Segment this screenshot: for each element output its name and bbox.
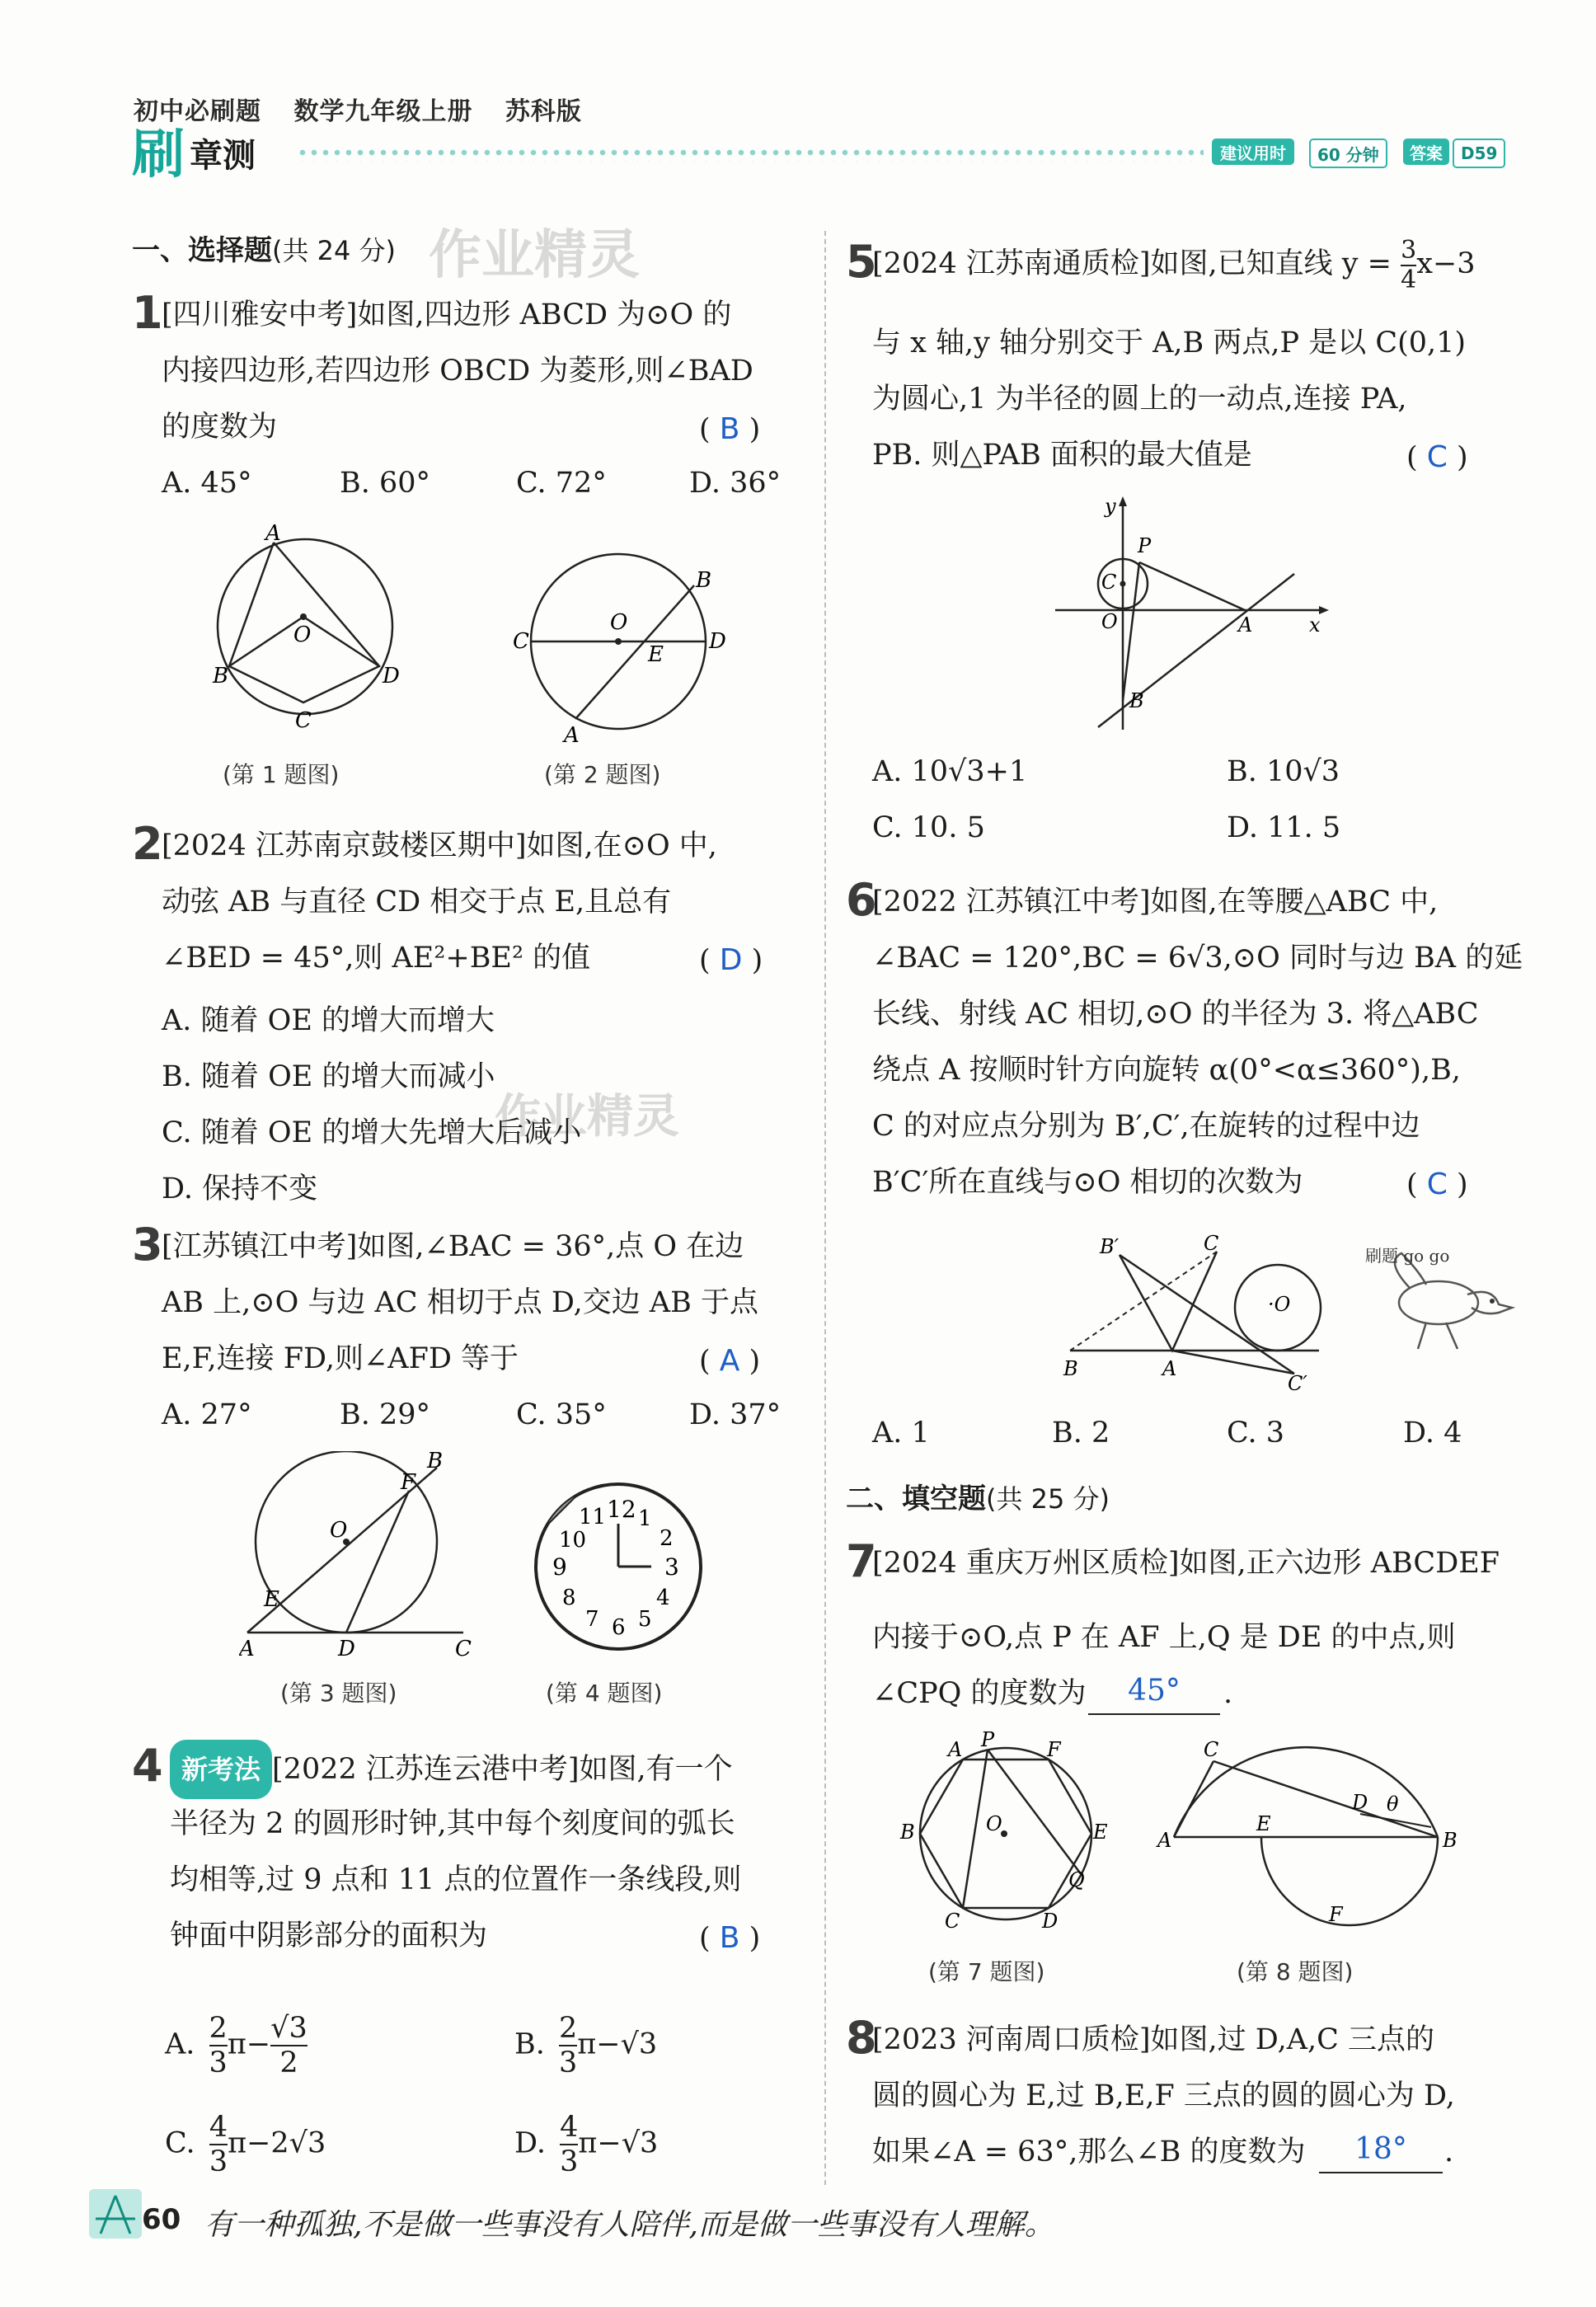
compass-icon bbox=[89, 2189, 142, 2239]
q2-line2: 动弦 AB 与直径 CD 相交于点 E,且总有 bbox=[162, 886, 672, 919]
svg-text:C: C bbox=[1204, 1738, 1219, 1761]
q8-stem bbox=[872, 2012, 1434, 2068]
svg-text:O: O bbox=[986, 1812, 1002, 1835]
q6-option-b: B. 2 bbox=[1052, 1417, 1110, 1450]
q6-stem bbox=[872, 874, 1438, 930]
q4-option-c bbox=[165, 2111, 326, 2178]
q6-option-c: C. 3 bbox=[1227, 1417, 1285, 1450]
q1-stem bbox=[162, 287, 805, 343]
q4-option-a-frac1 bbox=[209, 2012, 228, 2079]
answer-code: D59 bbox=[1453, 139, 1505, 168]
section-1-score: (共 24 分) bbox=[272, 235, 397, 266]
watermark: 作业精灵 bbox=[429, 225, 640, 286]
q4-option-a-pi: π− bbox=[227, 2027, 271, 2061]
svg-text:B: B bbox=[1063, 1357, 1078, 1380]
q5-line1-pre: 如图,已知直线 y = bbox=[1150, 247, 1392, 280]
q6-line5: C 的对应点分别为 B′,C′,在旋转的过程中边 bbox=[872, 1110, 1420, 1143]
q5-option-d: D. 11. 5 bbox=[1227, 811, 1341, 844]
q7-stem bbox=[872, 1535, 1500, 1591]
svg-text:A: A bbox=[564, 723, 580, 742]
svg-text:B: B bbox=[427, 1451, 444, 1473]
q5-line4: PB. 则△PAB 面积的最大值是 bbox=[872, 439, 1252, 472]
svg-text:C: C bbox=[1204, 1232, 1219, 1255]
q8-period: . bbox=[1444, 2136, 1454, 2168]
svg-text:11: 11 bbox=[579, 1505, 607, 1529]
q1-answer-box: ( B ) bbox=[699, 412, 761, 446]
svg-text:C: C bbox=[295, 708, 312, 733]
q3-option-c: C. 35° bbox=[516, 1398, 607, 1431]
q1-option-a: A. 45° bbox=[162, 467, 252, 500]
svg-text:A: A bbox=[1157, 1829, 1172, 1852]
page-number: 60 bbox=[142, 2203, 181, 2236]
q7-line2: 内接于⊙O,点 P 在 AF 上,Q 是 DE 的中点,则 bbox=[872, 1621, 1456, 1654]
q7-answer: 45° bbox=[1088, 1674, 1220, 1715]
svg-text:1: 1 bbox=[638, 1506, 652, 1531]
svg-text:F: F bbox=[1047, 1738, 1061, 1761]
subject-label: 数学九年级上册 bbox=[293, 97, 473, 126]
frac-denominator: 2 bbox=[279, 2046, 298, 2079]
q4-answer-box: ( B ) bbox=[699, 1921, 761, 1955]
svg-text:D: D bbox=[1042, 1910, 1059, 1933]
q2-answer: D bbox=[719, 943, 743, 977]
frac-numerator: 3 bbox=[1401, 235, 1417, 265]
footer-quote: 有一种孤独,不是做一些事没有人陪伴,而是做一些事没有人理解。 bbox=[204, 2208, 1054, 2242]
svg-text:O: O bbox=[610, 610, 628, 635]
q8-line1: 如图,过 D,A,C 三点的 bbox=[1150, 2023, 1435, 2056]
q4-option-c-label: C. bbox=[165, 2126, 195, 2160]
svg-text:B: B bbox=[900, 1821, 915, 1844]
watermark: 作业精灵 bbox=[495, 1090, 679, 1144]
svg-text:E: E bbox=[1256, 1812, 1271, 1835]
frac-denominator: 3 bbox=[560, 2145, 579, 2178]
q3-stem bbox=[162, 1219, 744, 1275]
q8-source: [2023 河南周口质检] bbox=[872, 2023, 1151, 2056]
q6-line3: 长线、射线 AC 相切,⊙O 的半径为 3. 将△ABC bbox=[872, 998, 1479, 1031]
footer-compass-icon bbox=[89, 2189, 142, 2239]
frac-denominator: 3 bbox=[209, 2145, 228, 2178]
q3-line3: E,F,连接 FD,则∠AFD 等于 bbox=[162, 1342, 519, 1375]
q6-option-d: D. 4 bbox=[1403, 1417, 1462, 1450]
q4-clock-figure bbox=[528, 1476, 709, 1657]
svg-text:A: A bbox=[1238, 613, 1253, 637]
svg-text:O: O bbox=[1101, 610, 1118, 633]
frac-denominator: 3 bbox=[209, 2046, 228, 2079]
q5-line1-post: x−3 bbox=[1416, 247, 1476, 280]
q3-answer-box: ( A ) bbox=[699, 1344, 761, 1378]
svg-text:3: 3 bbox=[664, 1553, 679, 1581]
question-number: 8 bbox=[846, 2012, 877, 2064]
svg-text:7: 7 bbox=[585, 1607, 599, 1632]
q5-slope-frac bbox=[1401, 237, 1416, 294]
svg-text:5: 5 bbox=[638, 1607, 652, 1632]
svg-text:y: y bbox=[1105, 495, 1116, 518]
q6-answer-box: ( C ) bbox=[1406, 1168, 1468, 1201]
svg-text:B: B bbox=[1129, 689, 1144, 712]
q3-figure bbox=[239, 1451, 495, 1657]
goose-mascot-icon bbox=[1360, 1237, 1517, 1360]
q7-period: . bbox=[1223, 1677, 1233, 1710]
section-1-title: 一、选择题 bbox=[132, 234, 272, 267]
section-1-heading bbox=[132, 228, 396, 268]
edition-label: 苏科版 bbox=[505, 97, 582, 126]
section-2-score: (共 25 分) bbox=[986, 1483, 1110, 1515]
svg-text:θ: θ bbox=[1387, 1793, 1399, 1816]
svg-text:2: 2 bbox=[660, 1526, 674, 1551]
q4-caption: (第 4 题图) bbox=[546, 1680, 663, 1707]
q5-line2: 与 x 轴,y 轴分别交于 A,B 两点,P 是以 C(0,1) bbox=[872, 327, 1467, 359]
svg-text:B: B bbox=[213, 664, 229, 688]
frac-numerator: 4 bbox=[209, 2111, 228, 2144]
q4-line2: 半径为 2 的圆形时钟,其中每个刻度间的弧长 bbox=[170, 1807, 735, 1840]
svg-text:A: A bbox=[239, 1637, 255, 1657]
book-series-line bbox=[134, 91, 605, 127]
q2-figure bbox=[511, 544, 734, 742]
svg-text:C: C bbox=[455, 1637, 472, 1657]
mascot-note: 刷题 go go bbox=[1365, 1246, 1450, 1266]
q3-option-d: D. 37° bbox=[689, 1398, 782, 1431]
q4-option-c-tail: π−2√3 bbox=[228, 2126, 326, 2160]
q2-option-d: D. 保持不变 bbox=[162, 1172, 318, 1205]
q6-answer: C bbox=[1426, 1168, 1448, 1201]
q4-option-b-label: B. bbox=[514, 2027, 545, 2061]
q1-line1: 如图,四边形 ABCD 为⊙O 的 bbox=[357, 298, 732, 331]
q5-source: [2024 江苏南通质检] bbox=[872, 247, 1151, 280]
q1-caption: (第 1 题图) bbox=[223, 761, 340, 788]
q2-line3: ∠BED = 45°,则 AE²+BE² 的值 bbox=[162, 942, 591, 975]
q5-option-c: C. 10. 5 bbox=[872, 811, 985, 844]
q2-option-a: A. 随着 OE 的增大而增大 bbox=[162, 1004, 495, 1037]
svg-text:9: 9 bbox=[552, 1553, 567, 1581]
q1-figure bbox=[206, 519, 420, 742]
q6-option-a: A. 1 bbox=[872, 1417, 930, 1450]
q8-answer: 18° bbox=[1319, 2132, 1443, 2173]
series-label: 初中必刷题 bbox=[134, 97, 261, 126]
svg-text:6: 6 bbox=[612, 1615, 626, 1640]
q2-caption: (第 2 题图) bbox=[544, 761, 661, 788]
q4-option-b bbox=[514, 2012, 657, 2079]
svg-text:E: E bbox=[1093, 1821, 1108, 1844]
svg-text:12: 12 bbox=[607, 1496, 636, 1523]
q3-option-b: B. 29° bbox=[340, 1398, 431, 1431]
q4-line4: 钟面中阴影部分的面积为 bbox=[170, 1919, 488, 1952]
q1-answer: B bbox=[719, 412, 740, 446]
frac-numerator: √3 bbox=[270, 2012, 307, 2045]
question-number: 3 bbox=[132, 1219, 163, 1271]
q4-option-a bbox=[165, 2012, 307, 2079]
question-number: 1 bbox=[132, 287, 163, 339]
q7-caption: (第 7 题图) bbox=[928, 1958, 1045, 1985]
q5-line3: 为圆心,1 为半径的圆上的一动点,连接 PA, bbox=[872, 383, 1407, 416]
q3-option-a: A. 27° bbox=[162, 1398, 252, 1431]
q7-figure bbox=[899, 1731, 1113, 1938]
svg-text:D: D bbox=[383, 664, 400, 688]
frac-denominator: 3 bbox=[559, 2046, 578, 2079]
suggested-time-value: 60 分钟 bbox=[1309, 139, 1387, 168]
q1-line2: 内接四边形,若四边形 OBCD 为菱形,则∠BAD bbox=[162, 355, 753, 388]
q8-figure bbox=[1154, 1731, 1467, 1938]
brand-sub: 章测 bbox=[190, 137, 256, 175]
q1-option-d: D. 36° bbox=[689, 467, 782, 500]
frac-numerator: 2 bbox=[559, 2012, 578, 2045]
q1-option-b: B. 60° bbox=[340, 467, 431, 500]
svg-text:B′: B′ bbox=[1100, 1235, 1120, 1258]
answer-label: 答案 bbox=[1403, 139, 1449, 165]
q7-source: [2024 重庆万州区质检] bbox=[872, 1547, 1180, 1580]
svg-text:C′: C′ bbox=[1288, 1372, 1307, 1393]
q4-option-b-frac bbox=[559, 2012, 577, 2079]
q7-line1: 如图,正六边形 ABCDEF bbox=[1179, 1547, 1500, 1580]
q4-option-a-label: A. bbox=[165, 2027, 195, 2061]
q6-line6: B′C′所在直线与⊙O 相切的次数为 bbox=[872, 1166, 1303, 1199]
q5-answer-box: ( C ) bbox=[1406, 440, 1468, 474]
svg-text:C: C bbox=[945, 1910, 960, 1933]
svg-text:Q: Q bbox=[1068, 1868, 1085, 1891]
q2-line1: 如图,在⊙O 中, bbox=[526, 829, 717, 862]
q1-option-c: C. 72° bbox=[516, 467, 607, 500]
svg-text:C: C bbox=[1101, 571, 1117, 594]
question-number: 5 bbox=[846, 236, 877, 288]
q4-option-c-frac bbox=[209, 2111, 228, 2178]
q4-line1: 如图,有一个 bbox=[579, 1753, 733, 1786]
svg-text:B: B bbox=[696, 568, 712, 593]
svg-text:A: A bbox=[948, 1738, 963, 1761]
column-divider bbox=[824, 231, 826, 2185]
q6-figure bbox=[1055, 1229, 1335, 1393]
q4-line3: 均相等,过 9 点和 11 点的位置作一条线段,则 bbox=[170, 1863, 742, 1896]
svg-text:E: E bbox=[264, 1587, 279, 1612]
q6-line2: ∠BAC = 120°,BC = 6√3,⊙O 同时与边 BA 的延 bbox=[872, 942, 1523, 975]
svg-text:E: E bbox=[648, 642, 664, 667]
q4-answer: B bbox=[719, 1921, 740, 1955]
q5-answer: C bbox=[1426, 440, 1448, 474]
svg-text:A: A bbox=[1162, 1357, 1177, 1380]
q3-source: [江苏镇江中考] bbox=[162, 1230, 358, 1263]
q2-option-b: B. 随着 OE 的增大而减小 bbox=[162, 1060, 495, 1093]
q8-caption: (第 8 题图) bbox=[1237, 1958, 1354, 1985]
q5-stem bbox=[872, 236, 1476, 294]
q2-answer-box: ( D ) bbox=[699, 943, 763, 977]
q4-source: [2022 江苏连云港中考] bbox=[272, 1753, 580, 1786]
q6-line4: 绕点 A 按顺时针方向旋转 α(0°<α≤360°),B, bbox=[872, 1054, 1461, 1087]
q7-line3: ∠CPQ 的度数为 bbox=[872, 1677, 1087, 1710]
question-number: 7 bbox=[846, 1535, 877, 1587]
q4-option-d-tail: π−√3 bbox=[578, 2126, 659, 2160]
svg-text:B: B bbox=[1443, 1829, 1458, 1852]
frac-numerator: 4 bbox=[560, 2111, 579, 2144]
svg-text:D: D bbox=[338, 1637, 355, 1657]
q6-source: [2022 江苏镇江中考] bbox=[872, 886, 1151, 919]
header-dot-band bbox=[297, 147, 1204, 162]
q8-line3: 如果∠A = 63°,那么∠B 的度数为 bbox=[872, 2136, 1306, 2168]
q4-option-d-label: D. bbox=[514, 2126, 546, 2160]
svg-text:4: 4 bbox=[656, 1586, 670, 1610]
suggested-time-label: 建议用时 bbox=[1212, 139, 1294, 165]
q1-source: [四川雅安中考] bbox=[162, 298, 358, 331]
q3-line1: 如图,∠BAC = 36°,点 O 在边 bbox=[357, 1230, 744, 1263]
svg-text:x: x bbox=[1309, 613, 1321, 637]
q3-answer: A bbox=[719, 1344, 740, 1378]
svg-text:O: O bbox=[293, 623, 312, 647]
brand-main: 刷 bbox=[132, 125, 185, 186]
q5-option-a: A. 10√3+1 bbox=[872, 755, 1028, 788]
q4-stem bbox=[170, 1740, 733, 1799]
question-number: 4 bbox=[132, 1740, 163, 1792]
svg-text:D: D bbox=[1352, 1791, 1368, 1814]
q4-option-d bbox=[514, 2111, 658, 2178]
question-number: 6 bbox=[846, 874, 877, 926]
svg-text:P: P bbox=[1138, 534, 1152, 557]
svg-text:C: C bbox=[513, 629, 529, 654]
q2-option-c: C. 随着 OE 的增大先增大后减小 bbox=[162, 1116, 582, 1149]
chapter-test-brand bbox=[132, 124, 256, 186]
q3-caption: (第 3 题图) bbox=[280, 1680, 397, 1707]
q4-option-b-tail: π−√3 bbox=[577, 2027, 658, 2061]
q2-source: [2024 江苏南京鼓楼区期中] bbox=[162, 829, 527, 862]
svg-text:F: F bbox=[1329, 1903, 1343, 1926]
svg-text:10: 10 bbox=[559, 1528, 587, 1553]
svg-text:A: A bbox=[265, 521, 281, 546]
q1-line3: 的度数为 bbox=[162, 411, 278, 444]
q4-option-a-frac2 bbox=[270, 2012, 307, 2079]
q2-stem bbox=[162, 818, 717, 874]
q4-option-d-frac bbox=[560, 2111, 578, 2178]
frac-numerator: 2 bbox=[209, 2012, 228, 2045]
q6-line1: 如图,在等腰△ABC 中, bbox=[1150, 886, 1439, 919]
q8-line2: 圆的圆心为 E,过 B,E,F 三点的圆的圆心为 D, bbox=[872, 2079, 1455, 2112]
svg-text:F: F bbox=[401, 1470, 416, 1495]
svg-text:D: D bbox=[709, 629, 726, 654]
svg-text:P: P bbox=[981, 1731, 995, 1751]
section-2-title: 二、填空题 bbox=[846, 1482, 986, 1515]
question-number: 2 bbox=[132, 818, 163, 870]
q5-figure bbox=[1047, 495, 1344, 734]
svg-text:8: 8 bbox=[562, 1586, 576, 1610]
frac-denominator: 4 bbox=[1401, 265, 1417, 294]
q5-option-b: B. 10√3 bbox=[1227, 755, 1340, 788]
svg-text:O: O bbox=[330, 1518, 348, 1543]
svg-text:·O: ·O bbox=[1268, 1293, 1291, 1316]
q3-line2: AB 上,⊙O 与边 AC 相切于点 D,交边 AB 于点 bbox=[162, 1286, 759, 1319]
section-2-heading bbox=[846, 1476, 1110, 1516]
new-method-tag: 新考法 bbox=[170, 1740, 272, 1799]
